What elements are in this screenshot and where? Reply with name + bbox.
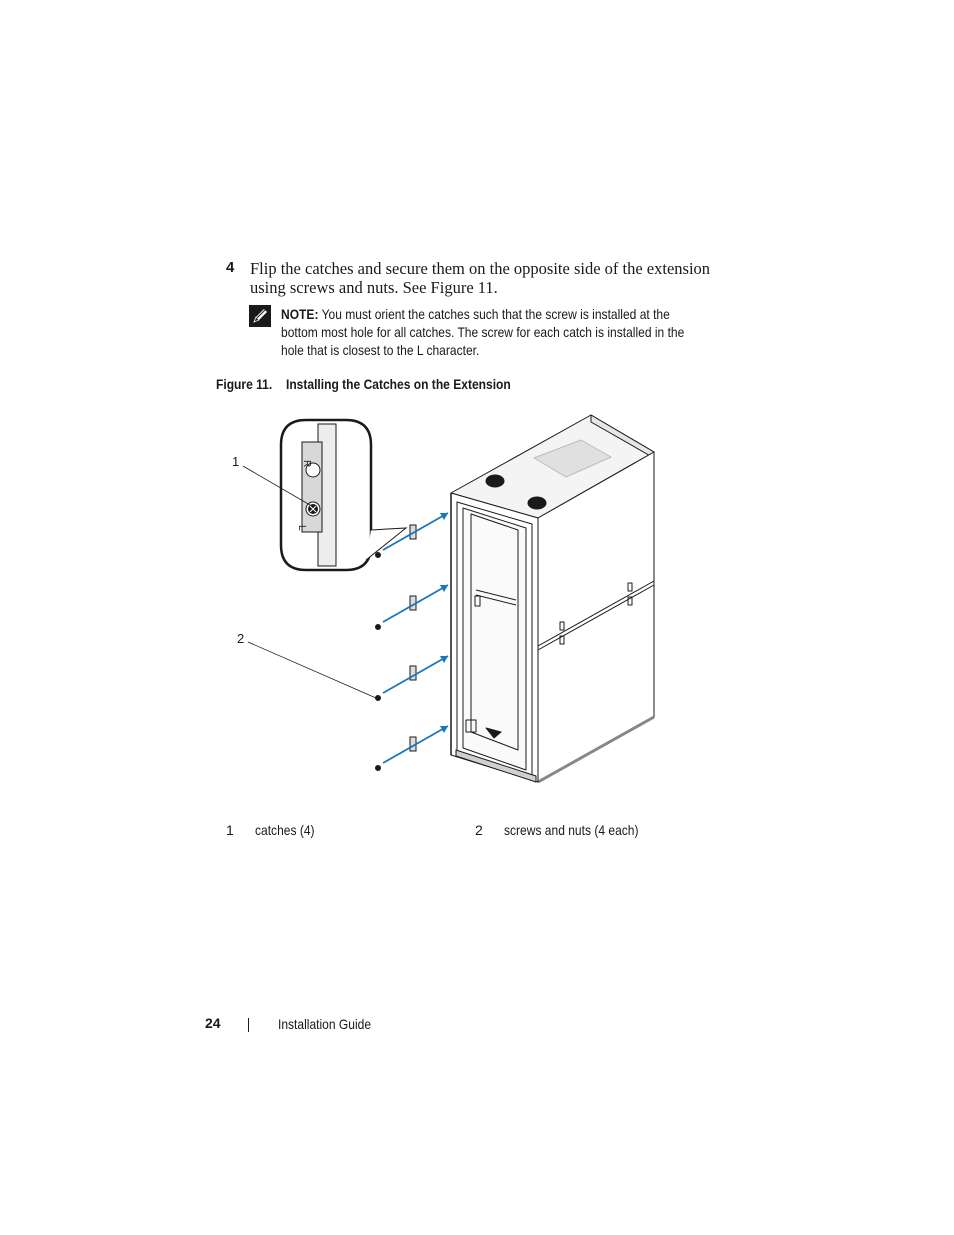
cabinet-extension-illustration: [226, 410, 666, 795]
catch-2: [376, 585, 449, 630]
footer-title: Installation Guide: [278, 1016, 372, 1032]
inset-letter-r: R: [301, 460, 312, 468]
figure-title: Installing the Catches on the Extension: [285, 376, 511, 392]
footer-divider: [248, 1018, 249, 1032]
callout-2-leader: [248, 642, 376, 698]
note-label: NOTE:: [281, 306, 319, 322]
note-body: [281, 305, 702, 359]
legend-number: 2: [475, 822, 483, 838]
page-number: 24: [205, 1015, 221, 1031]
legend-text: catches (4): [255, 822, 315, 838]
cable-hole-rear: [528, 497, 546, 509]
catch-4: [376, 726, 449, 771]
callout-2: 2: [237, 631, 245, 646]
callout-1: 1: [232, 454, 240, 469]
legend-text: screws and nuts (4 each): [504, 822, 639, 838]
step-text: Flip the catches and secure them on the opposite side of the extension using screws and nuts. See Figure 11.: [250, 259, 711, 297]
cable-hole-front: [486, 475, 504, 487]
catch-3: [376, 656, 449, 701]
catches-and-screws: [376, 513, 449, 771]
pencil-note-icon: [249, 305, 271, 327]
legend-number: 1: [226, 822, 234, 838]
inset-letter-l: L: [296, 525, 307, 531]
step-number: 4: [226, 259, 235, 276]
figure-caption: [216, 376, 511, 392]
note-text: You must orient the catches such that the screw is installed at the bottom most hole for all catches. The screw for each catch is installed in the hole that is closest to the L character.: [281, 306, 685, 358]
figure-label: Figure 11.: [216, 376, 273, 392]
